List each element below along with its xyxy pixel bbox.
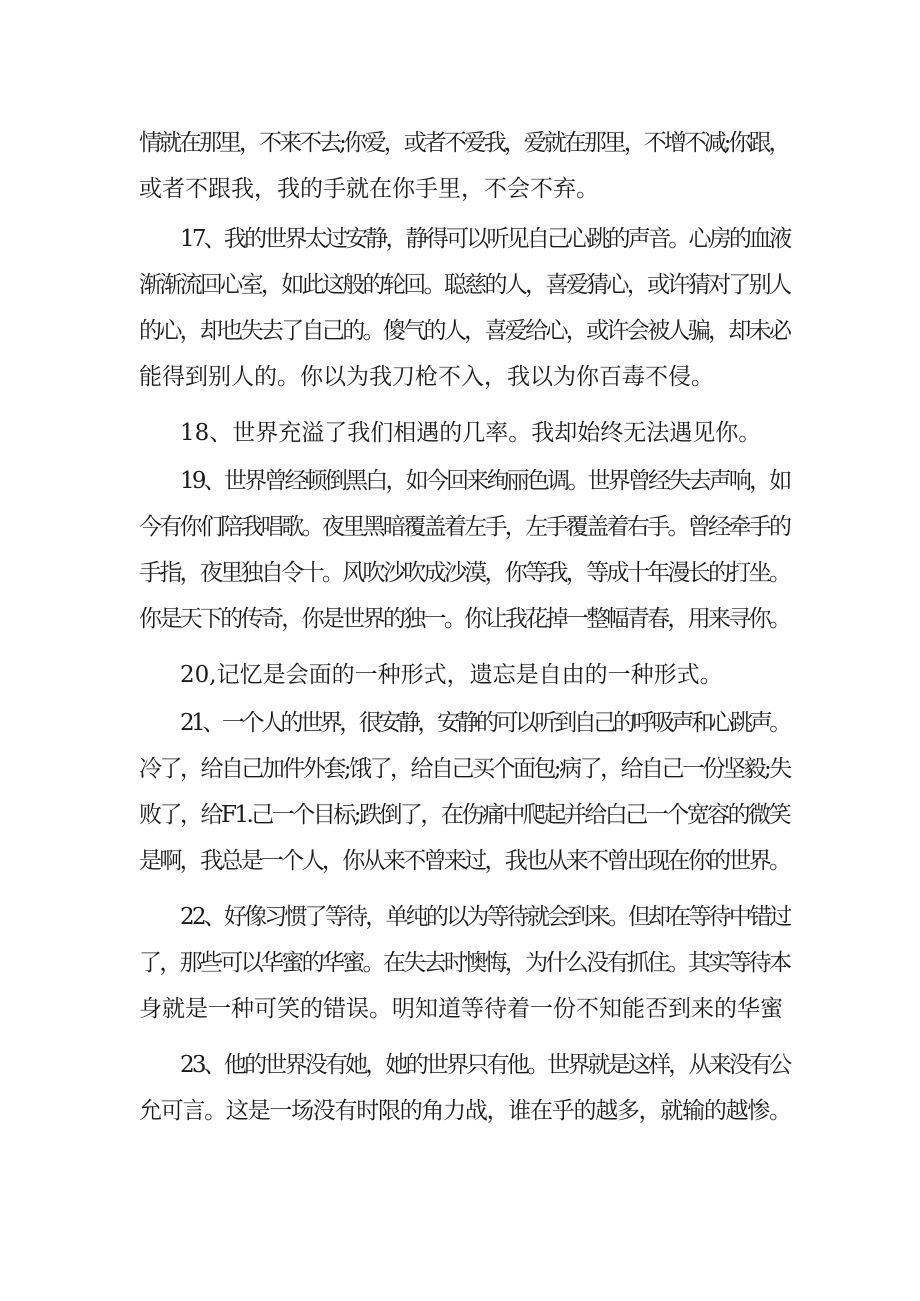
line-text: 或者不跟我，我的手就在你手里，不会不弃。	[139, 176, 599, 202]
line-text: 允可言。这是一场没有时限的角力战，谁在乎的越多，就输的越惨。	[139, 1098, 791, 1124]
line-text: 22、好像习惯了等待，单纯的以为等待就会到来。但却在等待中错过	[180, 904, 790, 930]
paragraph-line	[0, 652, 920, 698]
paragraph-line	[0, 120, 920, 166]
paragraph-line	[0, 308, 920, 354]
line-text: 20,记忆是会面的一种形式，遗忘是自由的一种形式。	[180, 662, 723, 688]
paragraph-line	[0, 838, 920, 884]
paragraph-line	[0, 262, 920, 308]
line-text: 23、他的世界没有她，她的世界只有他。世界就是这样，从来没有公	[180, 1052, 790, 1078]
line-text: 渐渐流回心室，如此这般的轮回。聪慈的人，喜爱猜心，或许猜对了别人	[139, 272, 790, 298]
line-text: 你是天下的传奇，你是世界的独一。你让我花掉一整幅青春，用来寻你。	[139, 606, 790, 632]
line-text: 冷了，给自己加件外套;饿了，给自己买个面包;病了，给自己一份坚毅;失	[139, 756, 790, 782]
paragraph-line	[0, 700, 920, 746]
line-text: 17、我的世界太过安静，静得可以听见自己心跳的声音。心房的血液	[180, 226, 790, 252]
paragraph-line	[0, 792, 920, 838]
paragraph-line	[0, 1088, 920, 1134]
paragraph-line	[0, 940, 920, 986]
line-text: 败了，给F1.己一个目标;跌倒了，在伤痛中爬起并给白己一个宽容的微笑	[139, 802, 790, 828]
line-text: 21、一个人的世界，很安静，安静的可以听到自己的呼吸声和心跳声。	[180, 710, 789, 736]
line-text: 能得到别人的。你以为我刀枪不入，我以为你百毒不侵。	[139, 364, 714, 390]
line-text: 了，那些可以华蜜的华蜜。在失去时懊悔，为什么没有抓住。其实等待本	[139, 950, 790, 976]
paragraph-line	[0, 458, 920, 504]
line-text: 今有你们陪我唱歌。夜里黑暗覆盖着左手，左手覆盖着右手。曾经牵手的	[139, 514, 790, 540]
paragraph-line	[0, 894, 920, 940]
line-text: 身就是一种可笑的错误。明知道等待着一份不知能否到来的华蜜	[139, 996, 783, 1022]
line-text: 的心，却也失去了自己的。傻气的人，喜爱给心，或许会被人骗，却未必	[139, 318, 790, 344]
paragraph-line	[0, 986, 920, 1032]
paragraph-line	[0, 550, 920, 596]
paragraph-line	[0, 1042, 920, 1088]
paragraph-line	[0, 746, 920, 792]
line-text: 手指，夜里独自令十。风吹沙吹成沙漠，你等我，等成十年漫长的打坐。	[139, 560, 790, 586]
paragraph-line	[0, 216, 920, 262]
line-text: 19、世界曾经顿倒黑白，如今回来绚丽色调。世界曾经失去声响，如	[180, 468, 790, 494]
paragraph-line	[0, 410, 920, 456]
paragraph-line	[0, 354, 920, 400]
line-text: 情就在那里，不来不去;你爱，或者不爱我，爱就在那里，不增不减;你跟，	[139, 130, 789, 156]
paragraph-line	[0, 596, 920, 642]
paragraph-line	[0, 166, 920, 212]
line-text: 是啊，我总是一个人，你从来不曾来过，我也从来不曾出现在你的世界。	[139, 848, 790, 874]
line-text: 18、世界充溢了我们相遇的几率。我却始终无法遇见你。	[180, 420, 762, 446]
paragraph-line	[0, 504, 920, 550]
